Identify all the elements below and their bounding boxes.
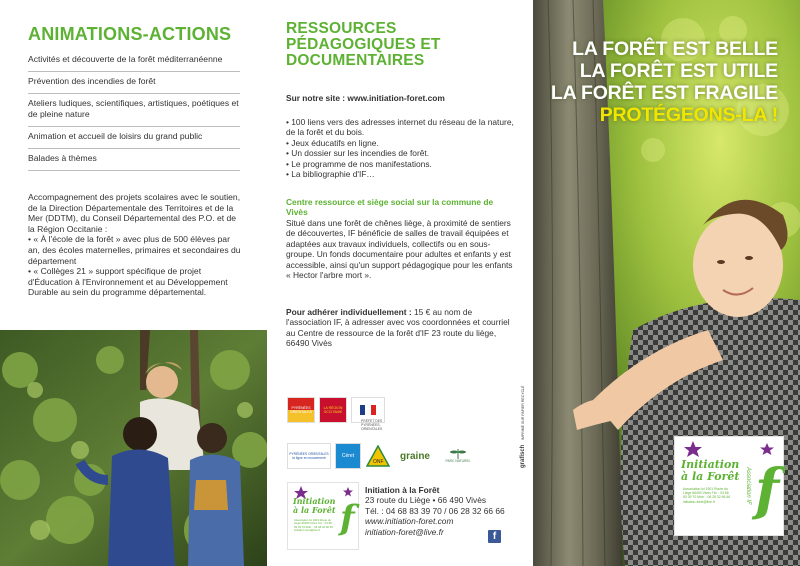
activity-item: Balades à thèmes xyxy=(28,149,240,171)
resources-title: RESSOURCES PÉDAGOGIQUES ET DOCUMENTAIRES xyxy=(286,20,441,69)
centre-description: Situé dans une forêt de chênes liège, à proximité de sentiers de découvertes, IF bénéficie de salles de travail équipées et adaptées aux travaux individuels, collectifs ou en sous-groupe. Un fonds documentaire pour adultes et enfants y est accessible, ainsi qu'un support pédagogique pour les enfants « Hector l'arbre mort ». xyxy=(286,218,513,281)
logo-region-occitanie: LA RÉGION OCCITANIE xyxy=(319,397,347,423)
partner-logos-row-2 xyxy=(287,443,477,469)
logo-line-2: à la Forêt xyxy=(293,505,336,515)
logo-line-2-large: à la Forêt xyxy=(681,470,740,483)
logo-parc-naturel: PARC NATUREL xyxy=(439,443,477,469)
middle-panel xyxy=(267,0,533,566)
logo-tiny-address-large: Association loi 1901 Route du Liège 66490 Vivès Tél. : 04 68 83 39 70 Mob. : 06 28 32 66 66 initiation-foret@live.fr xyxy=(683,487,731,504)
school-projects-bullet: • « Collèges 21 » support spécifique de projet d'Éducation à l'Environnement et au Développement Durable au sein du programme départemental. xyxy=(28,266,228,298)
children-forest-image xyxy=(0,330,267,566)
membership-label: Pour adhérer individuellement : xyxy=(286,307,412,317)
resource-item: • Un dossier sur les incendies de forêt. xyxy=(286,148,516,158)
printer-name: grafisch xyxy=(520,444,526,468)
logo-graphics xyxy=(288,483,360,551)
facebook-icon[interactable]: f xyxy=(488,530,501,543)
school-projects-bullet: • « À l'école de la forêt » avec plus de 500 élèves par an, des écoles maternelles, primaires et secondaires du département xyxy=(28,234,241,266)
initiation-foret-logo-small xyxy=(287,482,359,550)
onf-triangle-icon xyxy=(366,445,390,467)
contact-email[interactable]: initiation-foret@live.fr xyxy=(365,526,444,537)
right-panel xyxy=(533,0,800,566)
logo-line-1: Initiation xyxy=(293,496,336,506)
logo-vertical-text: Association IF xyxy=(745,467,751,505)
activity-item: Animation et accueil de loisirs du grand public xyxy=(28,127,240,149)
logo-tiny-address: Association loi 1901 Route du Liège 66490 Vivès Tél. : 04 68 83 39 70 Mob. : 06 28 32 66 66 initiation-foret@live.fr xyxy=(294,518,333,533)
svg-text:f: f xyxy=(755,457,780,523)
logo-pyrenees-orientales: PYRÉNÉES ORIENTALES xyxy=(287,397,315,423)
slogan-block xyxy=(551,38,778,126)
logo-name xyxy=(293,497,336,515)
activity-item: Prévention des incendies de forêt xyxy=(28,72,240,94)
contact-website[interactable]: www.initiation-foret.com xyxy=(365,516,454,527)
contact-block xyxy=(365,485,530,537)
printer-note: IMPRIMÉ SUR PAPIER RECYCLÉ xyxy=(521,385,525,440)
left-panel xyxy=(0,0,267,566)
activities-list xyxy=(28,51,240,171)
slogan-line-3: LA FORÊT EST FRAGILE xyxy=(550,82,778,104)
slogan-line-1: LA FORÊT EST BELLE xyxy=(572,38,778,60)
resource-item: • 100 liens vers des adresses internet du réseau de la nature, de la forêt et du bois. xyxy=(286,117,516,138)
prefet-caption: PRÉFET DES PYRÉNÉES-ORIENTALES xyxy=(361,419,383,431)
website-line[interactable]: Sur notre site : www.initiation-foret.com xyxy=(286,93,445,103)
dragonfly-icon xyxy=(450,449,466,459)
resource-item: • Jeux éducatifs en ligne. xyxy=(286,138,516,148)
activity-item: Activités et découverte de la forêt méditerranéenne xyxy=(28,51,240,72)
contact-phone: Tél. : 04 68 83 39 70 / 06 28 32 66 66 xyxy=(365,505,505,516)
logo-name-large xyxy=(681,459,740,483)
resources-list xyxy=(286,117,516,179)
membership-details: 15 € au nom de l'association IF, à adresser avec vos coordonnées et courriel au Centre de ressource de la forêt d'IF 23 route du liège, 66490 Vivès xyxy=(286,307,510,349)
initiation-foret-logo-large xyxy=(674,436,784,536)
school-projects-text xyxy=(28,192,242,298)
logo-onf xyxy=(365,443,391,469)
children-forest-photo xyxy=(0,330,267,566)
printer-credit xyxy=(520,386,526,468)
membership-text xyxy=(286,307,518,349)
logo-ligne-mouvement: PYRÉNÉES ORIENTALES la ligne en mouvement xyxy=(287,443,331,469)
logo-line-1-large: Initiation xyxy=(681,458,740,471)
centre-title: Centre ressource et siège social sur la commune de Vivès xyxy=(286,197,494,218)
contact-address: 23 route du Liège • 66 490 Vivès xyxy=(365,495,487,506)
slogan-line-2: LA FORÊT EST UTILE xyxy=(579,60,778,82)
logo-graine: graine xyxy=(395,443,435,469)
slogan-accent: PROTÉGEONS-LA ! xyxy=(599,104,778,126)
contact-name: Initiation à la Forêt xyxy=(365,485,440,495)
school-projects-intro: Accompagnement des projets scolaires avec le soutien, de la Direction Départementale des Territoires et de la Mer (DDTM), du Conseil Départemental des P.O. et de la Région Occitanie : xyxy=(28,192,241,234)
animations-title: ANIMATIONS-ACTIONS xyxy=(28,24,232,44)
resource-item: • Le programme de nos manifestations. xyxy=(286,159,516,169)
french-flag-icon xyxy=(360,405,376,415)
svg-text:f: f xyxy=(340,498,355,538)
activity-item: Ateliers ludiques, scientifiques, artistiques, poétiques et de pleine nature xyxy=(28,94,240,127)
resource-item: • La bibliographie d'IF… xyxy=(286,169,516,179)
logo-ceret: Céret xyxy=(335,443,361,469)
svg-text:ONF: ONF xyxy=(373,459,384,465)
